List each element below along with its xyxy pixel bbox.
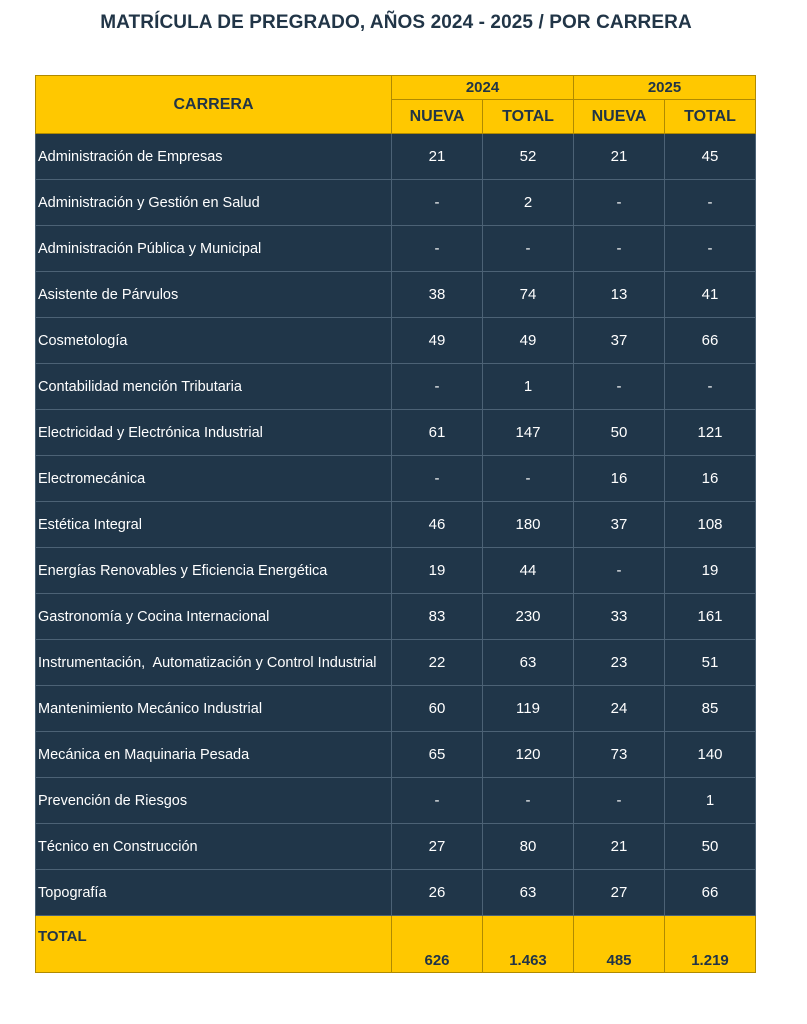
total-total-2025: 1.219 — [665, 916, 756, 973]
table-row — [36, 686, 756, 732]
total-label: TOTAL — [36, 916, 392, 973]
nueva-2024: - — [392, 456, 483, 502]
total-2024: - — [483, 456, 574, 502]
table-row — [36, 180, 756, 226]
total-2025: 41 — [665, 272, 756, 318]
total-2024: 120 — [483, 732, 574, 778]
nueva-2025: 23 — [574, 640, 665, 686]
table-row — [36, 732, 756, 778]
table-row — [36, 594, 756, 640]
total-2025: 85 — [665, 686, 756, 732]
total-2024: 1 — [483, 364, 574, 410]
career-name: Estética Integral — [36, 502, 392, 548]
nueva-2025: 73 — [574, 732, 665, 778]
career-name: Instrumentación, Automatización y Control Industrial — [36, 640, 392, 686]
total-nueva-2025: 485 — [574, 916, 665, 973]
page-title: MATRÍCULA DE PREGRADO, AÑOS 2024 - 2025 / POR CARRERA — [100, 12, 692, 33]
nueva-2024: 65 — [392, 732, 483, 778]
total-2024: 2 — [483, 180, 574, 226]
nueva-2024: - — [392, 364, 483, 410]
total-2025: - — [665, 364, 756, 410]
nueva-2025: - — [574, 548, 665, 594]
nueva-2025: 13 — [574, 272, 665, 318]
nueva-2025: 21 — [574, 134, 665, 180]
table-row — [36, 318, 756, 364]
table-row — [36, 456, 756, 502]
total-2024: 230 — [483, 594, 574, 640]
nueva-2024: - — [392, 180, 483, 226]
total-2025: 19 — [665, 548, 756, 594]
total-2025: 66 — [665, 870, 756, 916]
header-carrera: CARRERA — [36, 76, 392, 134]
career-name: Técnico en Construcción — [36, 824, 392, 870]
career-name: Topografía — [36, 870, 392, 916]
career-name: Mantenimiento Mecánico Industrial — [36, 686, 392, 732]
total-2024: 147 — [483, 410, 574, 456]
header-total-2025: TOTAL — [665, 100, 756, 134]
total-2025: 45 — [665, 134, 756, 180]
total-2024: 119 — [483, 686, 574, 732]
table-row — [36, 548, 756, 594]
nueva-2024: 49 — [392, 318, 483, 364]
total-2025: 66 — [665, 318, 756, 364]
total-2024: 52 — [483, 134, 574, 180]
table-row — [36, 272, 756, 318]
nueva-2024: 27 — [392, 824, 483, 870]
career-name: Prevención de Riesgos — [36, 778, 392, 824]
total-2025: 50 — [665, 824, 756, 870]
career-name: Administración de Empresas — [36, 134, 392, 180]
table-row — [36, 364, 756, 410]
header-nueva-2025: NUEVA — [574, 100, 665, 134]
nueva-2025: 37 — [574, 318, 665, 364]
total-2024: 63 — [483, 640, 574, 686]
total-total-2024: 1.463 — [483, 916, 574, 973]
nueva-2024: 26 — [392, 870, 483, 916]
total-2024: - — [483, 778, 574, 824]
nueva-2024: 21 — [392, 134, 483, 180]
table-row — [36, 824, 756, 870]
nueva-2025: - — [574, 778, 665, 824]
nueva-2025: 16 — [574, 456, 665, 502]
table-row — [36, 870, 756, 916]
header-nueva-2024: NUEVA — [392, 100, 483, 134]
career-name: Gastronomía y Cocina Internacional — [36, 594, 392, 640]
nueva-2024: - — [392, 226, 483, 272]
career-name: Asistente de Párvulos — [36, 272, 392, 318]
nueva-2025: 24 — [574, 686, 665, 732]
nueva-2025: 37 — [574, 502, 665, 548]
nueva-2025: 21 — [574, 824, 665, 870]
nueva-2025: - — [574, 226, 665, 272]
career-name: Electromecánica — [36, 456, 392, 502]
nueva-2025: 27 — [574, 870, 665, 916]
table-row — [36, 778, 756, 824]
nueva-2025: - — [574, 180, 665, 226]
nueva-2024: 19 — [392, 548, 483, 594]
nueva-2024: 60 — [392, 686, 483, 732]
nueva-2025: - — [574, 364, 665, 410]
career-name: Mecánica en Maquinaria Pesada — [36, 732, 392, 778]
nueva-2024: - — [392, 778, 483, 824]
total-2024: 44 — [483, 548, 574, 594]
career-name: Administración Pública y Municipal — [36, 226, 392, 272]
total-nueva-2024: 626 — [392, 916, 483, 973]
table-row — [36, 410, 756, 456]
table-row — [36, 134, 756, 180]
total-2024: 74 — [483, 272, 574, 318]
career-name: Administración y Gestión en Salud — [36, 180, 392, 226]
nueva-2024: 83 — [392, 594, 483, 640]
career-name: Contabilidad mención Tributaria — [36, 364, 392, 410]
total-2024: 49 — [483, 318, 574, 364]
total-2024: 180 — [483, 502, 574, 548]
total-2024: 63 — [483, 870, 574, 916]
nueva-2025: 50 — [574, 410, 665, 456]
nueva-2024: 22 — [392, 640, 483, 686]
career-name: Cosmetología — [36, 318, 392, 364]
total-2025: 121 — [665, 410, 756, 456]
nueva-2024: 61 — [392, 410, 483, 456]
nueva-2024: 38 — [392, 272, 483, 318]
total-2025: 108 — [665, 502, 756, 548]
table-row — [36, 640, 756, 686]
total-2025: 51 — [665, 640, 756, 686]
header-total-2024: TOTAL — [483, 100, 574, 134]
total-2025: - — [665, 180, 756, 226]
total-2024: 80 — [483, 824, 574, 870]
total-2025: 16 — [665, 456, 756, 502]
total-row — [36, 916, 756, 973]
total-2025: 140 — [665, 732, 756, 778]
header-year-2024: 2024 — [392, 76, 574, 100]
career-name: Electricidad y Electrónica Industrial — [36, 410, 392, 456]
career-name: Energías Renovables y Eficiencia Energética — [36, 548, 392, 594]
nueva-2025: 33 — [574, 594, 665, 640]
total-2025: 161 — [665, 594, 756, 640]
total-2024: - — [483, 226, 574, 272]
nueva-2024: 46 — [392, 502, 483, 548]
header-year-2025: 2025 — [574, 76, 756, 100]
table-row — [36, 502, 756, 548]
enrollment-table — [35, 75, 756, 973]
total-2025: - — [665, 226, 756, 272]
table-row — [36, 226, 756, 272]
total-2025: 1 — [665, 778, 756, 824]
